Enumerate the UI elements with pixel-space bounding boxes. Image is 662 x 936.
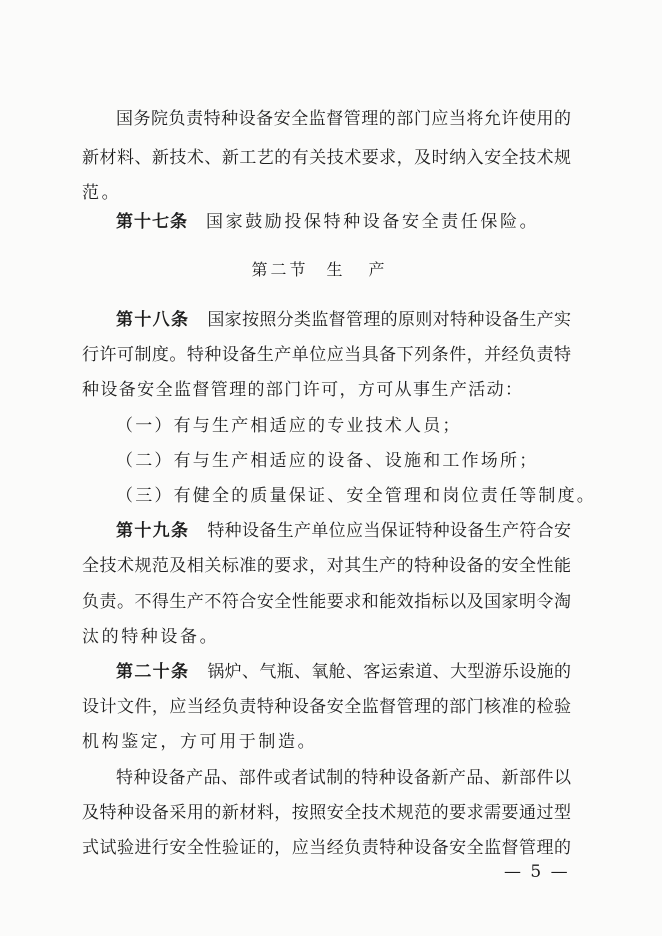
paragraph-line: 负责。不得生产不符合安全性能要求和能效指标以及国家明令淘 xyxy=(82,592,571,612)
paragraph-line: 特种设备产品、部件或者试制的特种设备新产品、新部件以 xyxy=(116,768,571,788)
paragraph-line: 全技术规范及相关标准的要求，对其生产的特种设备的安全性能 xyxy=(82,556,571,576)
paragraph-line: 式试验进行安全性验证的，应当经负责特种设备安全监督管理的 xyxy=(82,838,571,858)
paragraph-line: 机构鉴定，方可用于制造。 xyxy=(82,732,318,752)
paragraph-line: 国务院负责特种设备安全监督管理的部门应当将允许使用的 xyxy=(116,109,571,129)
list-item: （三）有健全的质量保证、安全管理和岗位责任等制度。 xyxy=(116,486,596,506)
paragraph-line: 及特种设备采用的新材料，按照安全技术规范的要求需要通过型 xyxy=(82,803,571,823)
list-item: （一）有与生产相适应的专业技术人员； xyxy=(116,416,462,436)
paragraph-line: 新材料、新技术、新工艺的有关技术要求，及时纳入安全技术规 xyxy=(82,148,571,168)
article-heading: 第十八条 xyxy=(116,310,190,330)
article-heading: 第二十条 xyxy=(116,662,190,682)
article-20 xyxy=(116,660,571,684)
section-title xyxy=(0,257,662,280)
paragraph-line: 范。 xyxy=(82,183,122,203)
article-17 xyxy=(116,210,539,234)
paragraph-line: 种设备安全监督管理的部门许可，方可从事生产活动： xyxy=(82,380,522,400)
article-18 xyxy=(116,308,571,332)
page-number: — 5 — xyxy=(504,862,570,882)
paragraph-line: 行许可制度。特种设备生产单位应当具备下列条件，并经负责特 xyxy=(82,345,571,365)
paragraph-line: 设计文件，应当经负责特种设备安全监督管理的部门核准的检验 xyxy=(82,697,571,717)
article-text: 国家按照分类监督管理的原则对特种设备生产实 xyxy=(207,310,572,330)
section-number: 第二节 xyxy=(251,260,309,279)
section-name: 生产 xyxy=(326,260,411,279)
article-text: 特种设备生产单位应当保证特种设备生产符合安 xyxy=(207,521,572,541)
article-heading: 第十九条 xyxy=(116,521,190,541)
article-19 xyxy=(116,519,571,543)
paragraph-line: 汰的特种设备。 xyxy=(82,627,220,647)
list-item: （二）有与生产相适应的设备、设施和工作场所； xyxy=(116,451,539,471)
article-heading: 第十七条 xyxy=(116,212,188,232)
article-text: 国家鼓励投保特种设备安全责任保险。 xyxy=(206,212,540,232)
article-text: 锅炉、气瓶、氧舱、客运索道、大型游乐设施的 xyxy=(207,662,572,682)
